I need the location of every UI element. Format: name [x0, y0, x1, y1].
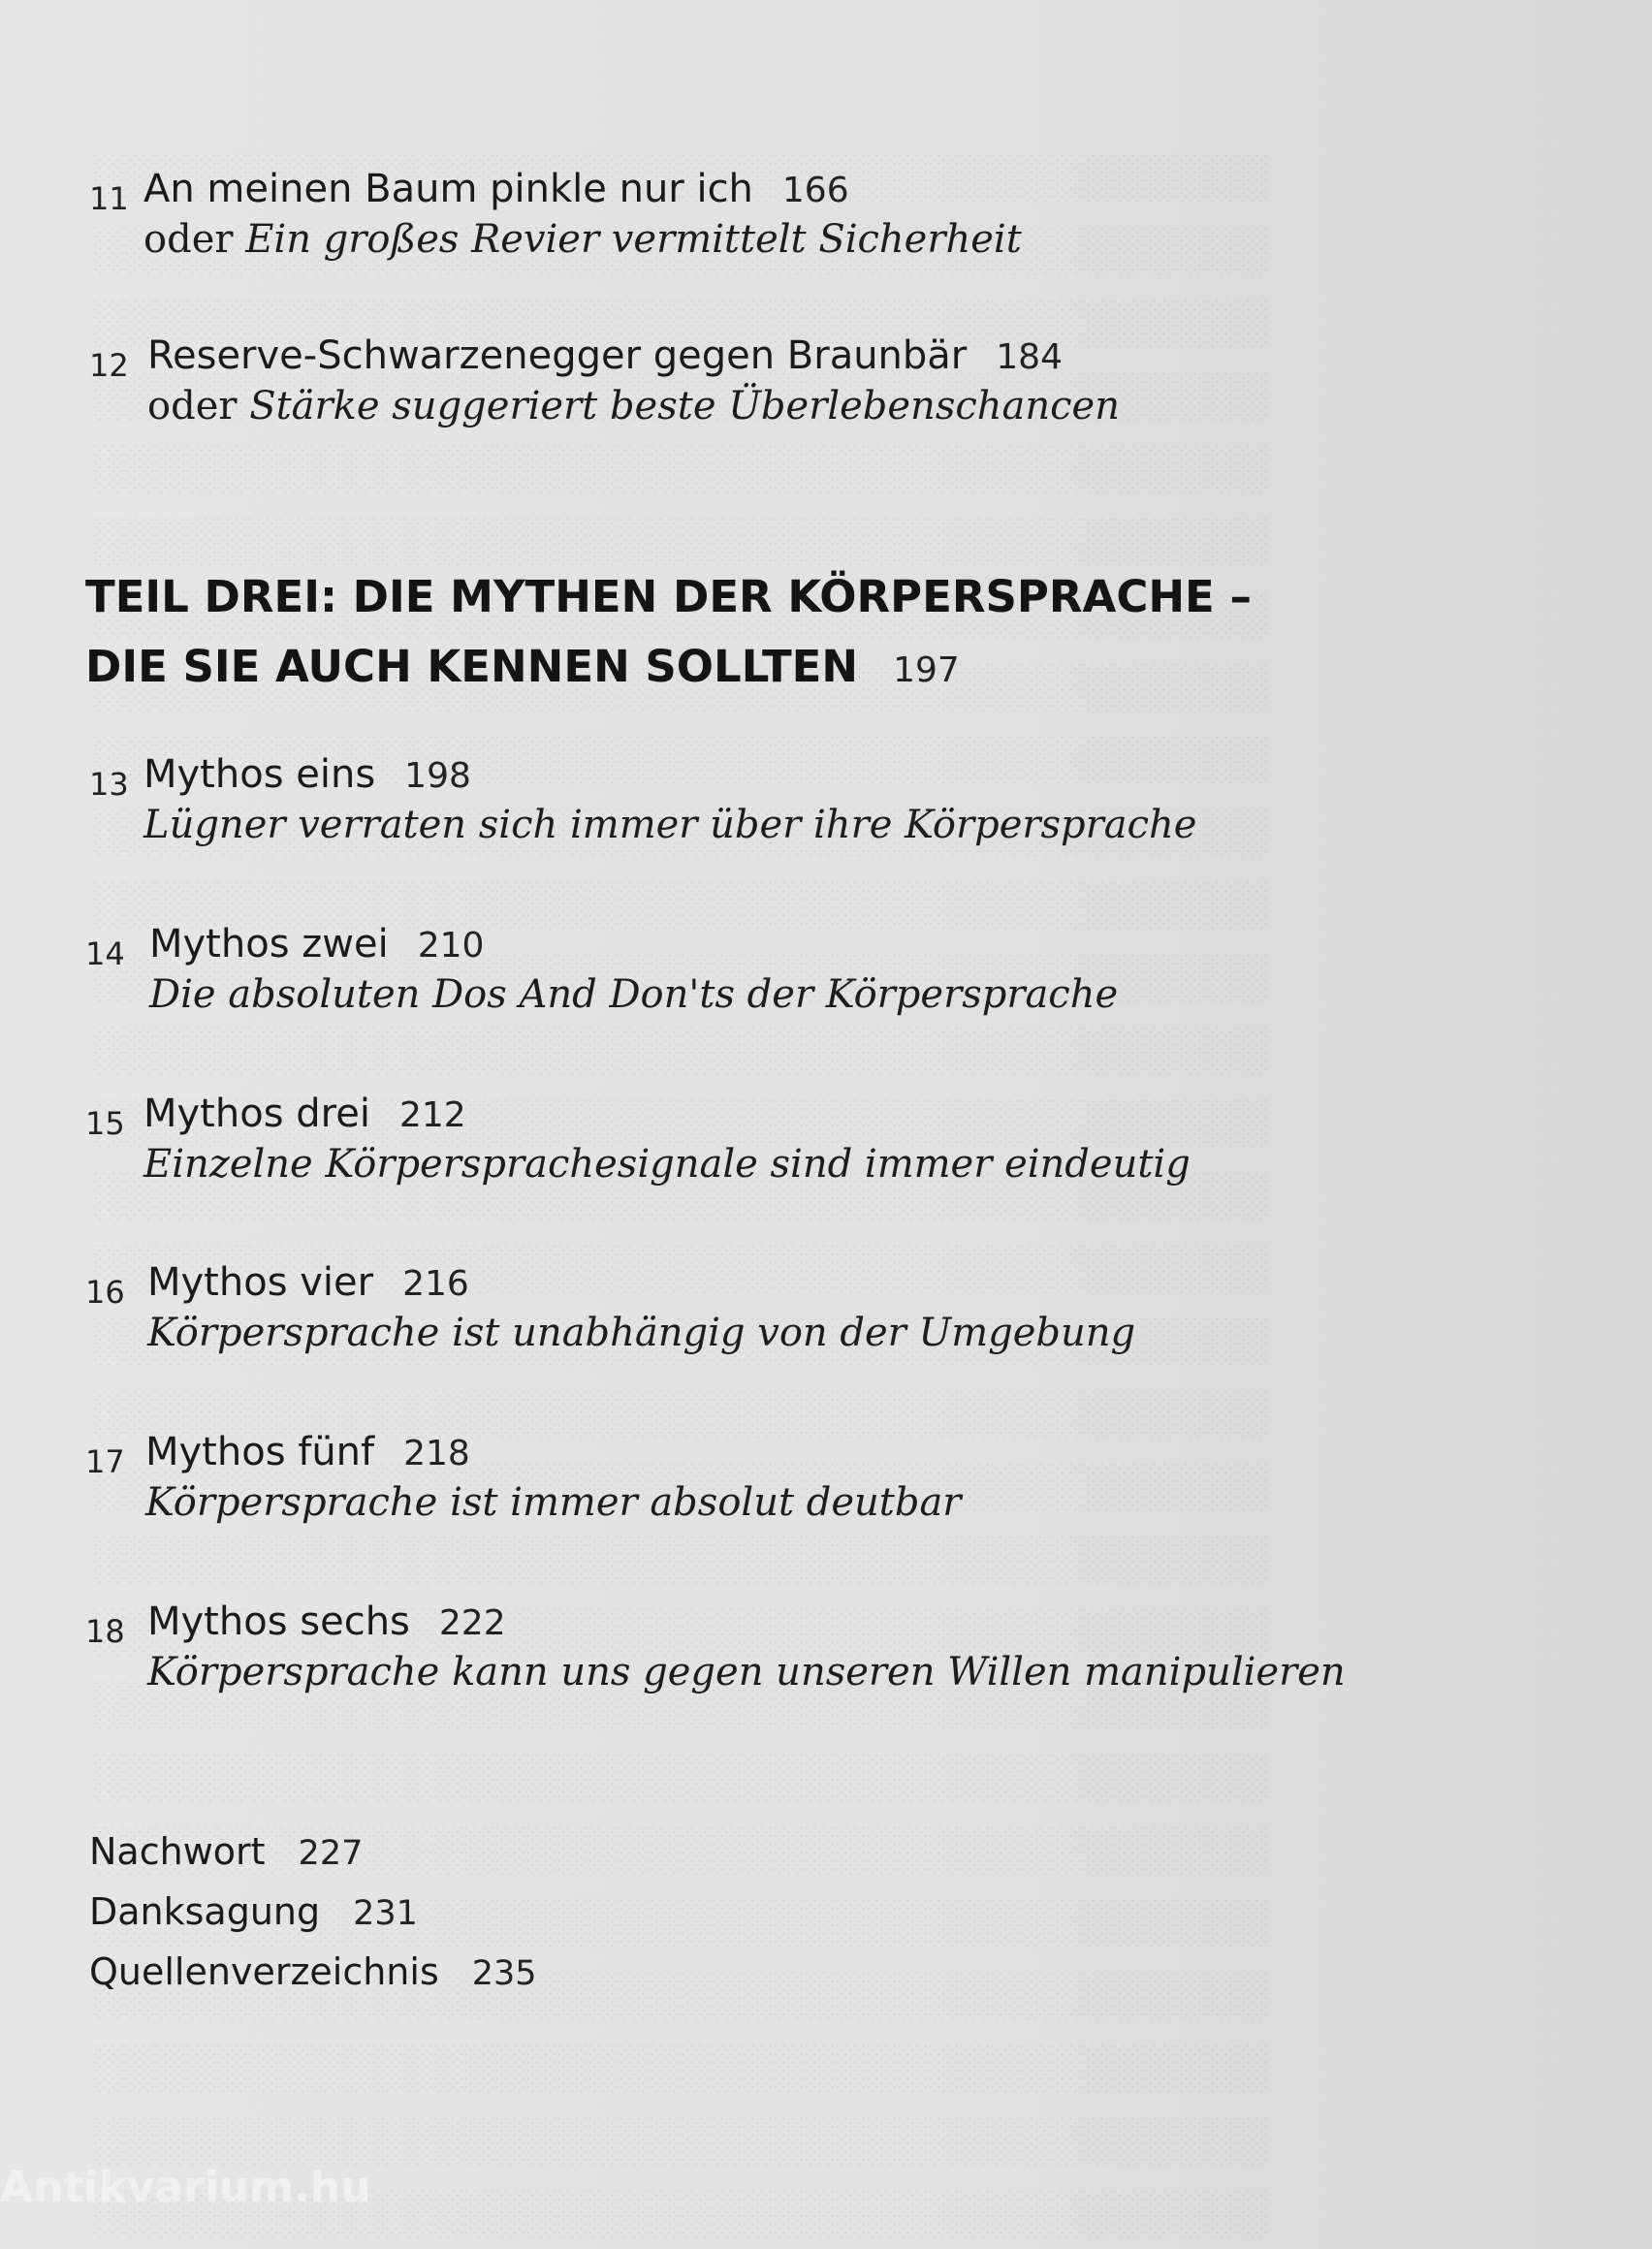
chapter-title: Mythos drei 212 — [143, 1092, 466, 1136]
toc-entry-17[interactable] — [85, 1430, 961, 1525]
chapter-number: 15 — [85, 1105, 125, 1142]
chapter-number: 16 — [85, 1274, 125, 1311]
chapter-subtitle: Körpersprache kann uns gegen unseren Willen manipulieren — [147, 1650, 1346, 1695]
chapter-title: Mythos sechs 222 — [147, 1600, 506, 1644]
toc-entry-quellenverzeichnis[interactable]: Quellenverzeichnis 235 — [89, 1950, 537, 1993]
chapter-subtitle: Lügner verraten sich immer über ihre Körpersprache — [143, 803, 1197, 847]
backmatter-list — [89, 1822, 537, 2003]
chapter-subtitle: Körpersprache ist unabhängig von der Umgebung — [147, 1311, 1136, 1355]
page-number: 231 — [353, 1894, 418, 1933]
page-number: 212 — [398, 1095, 466, 1135]
chapter-title: An meinen Baum pinkle nur ich 166 — [143, 167, 849, 211]
chapter-subtitle: Die absoluten Dos And Don'ts der Körpersprache — [149, 972, 1119, 1017]
chapter-number: 18 — [85, 1613, 125, 1650]
chapter-title: Mythos vier 216 — [147, 1260, 469, 1305]
page-number: 227 — [298, 1834, 364, 1873]
toc-entry-danksagung[interactable]: Danksagung 231 — [89, 1890, 418, 1933]
toc-entry-16[interactable] — [85, 1260, 1135, 1355]
toc-entry-13[interactable] — [89, 752, 1196, 847]
page-number: 216 — [402, 1264, 469, 1304]
chapter-number: 11 — [89, 180, 129, 217]
toc-entry-nachwort[interactable]: Nachwort 227 — [89, 1830, 364, 1873]
page-number: 166 — [781, 171, 849, 210]
chapter-subtitle: oder Stärke suggeriert beste Überlebenschancen — [147, 384, 1120, 428]
toc-entry-12[interactable] — [89, 333, 1120, 428]
part-heading-line-1: TEIL DREI: DIE MYTHEN DER KÖRPERSPRACHE – — [85, 571, 1252, 622]
chapter-number: 12 — [89, 347, 129, 384]
chapter-title: Mythos fünf 218 — [145, 1430, 470, 1474]
toc-entry-14[interactable] — [85, 922, 1118, 1017]
part-three-heading[interactable] — [85, 562, 1252, 706]
page-number: 218 — [403, 1434, 470, 1473]
page-number: 210 — [417, 926, 485, 966]
chapter-title: Mythos zwei 210 — [149, 922, 485, 966]
chapter-number: 17 — [85, 1443, 125, 1480]
chapter-subtitle: Körpersprache ist immer absolut deutbar — [145, 1480, 962, 1525]
chapter-number: 13 — [89, 766, 129, 803]
watermark: Antikvarium.hu — [0, 2163, 371, 2212]
page-number: 222 — [438, 1603, 506, 1643]
page-number: 184 — [996, 337, 1063, 377]
page-number: 198 — [404, 756, 471, 796]
toc-entry-15[interactable] — [85, 1092, 1191, 1187]
chapter-title: Mythos eins 198 — [143, 752, 471, 797]
chapter-subtitle: Einzelne Körpersprachesignale sind immer eindeutig — [143, 1142, 1191, 1187]
toc-entry-11[interactable] — [89, 167, 1022, 262]
page-number: 235 — [471, 1954, 537, 1993]
chapter-title: Reserve-Schwarzenegger gegen Braunbär 184 — [147, 333, 1063, 378]
chapter-subtitle: oder Ein großes Revier vermittelt Sicherheit — [143, 217, 1022, 262]
page-number: 197 — [893, 650, 960, 690]
toc-entry-18[interactable] — [85, 1600, 1346, 1695]
part-heading-line-2: DIE SIE AUCH KENNEN SOLLTEN 197 — [85, 641, 960, 692]
chapter-number: 14 — [85, 935, 125, 972]
